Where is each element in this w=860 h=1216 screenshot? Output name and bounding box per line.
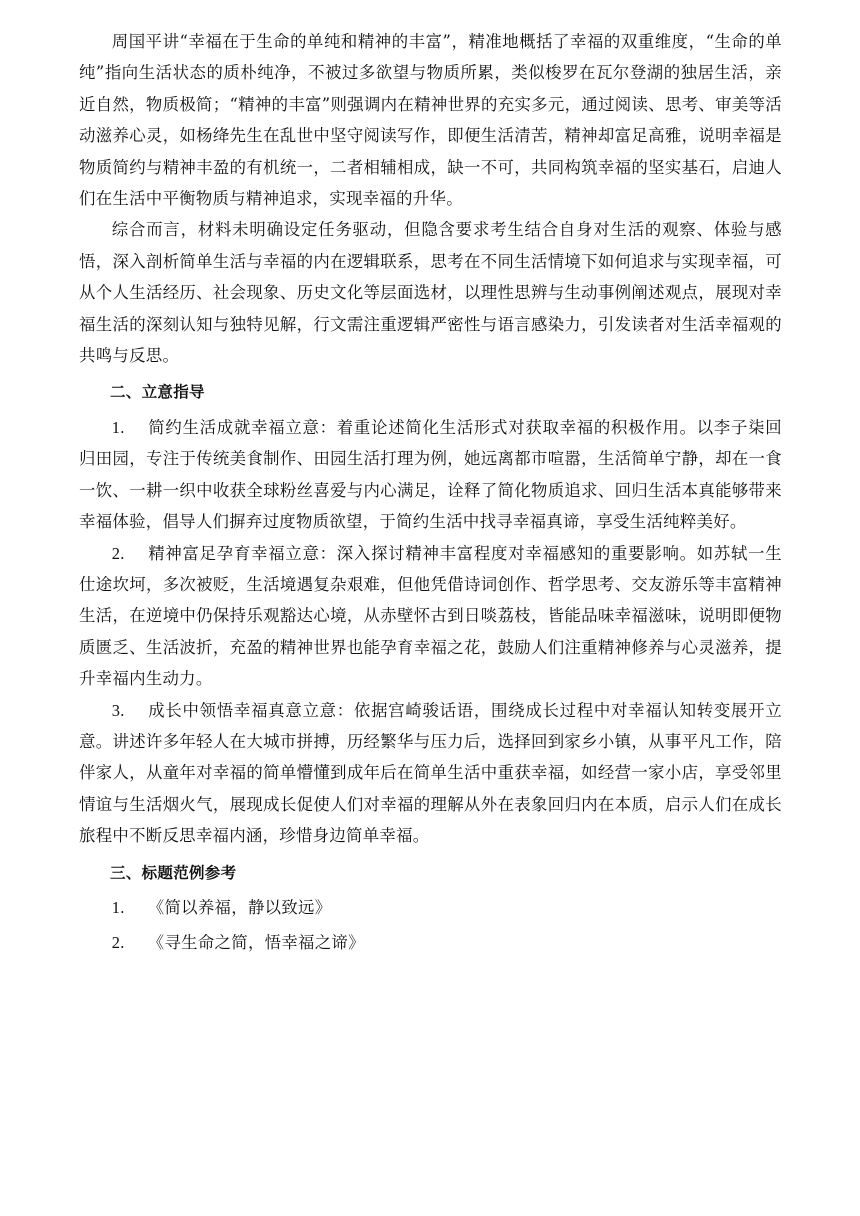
document-page	[79, 26, 782, 963]
title-example-text: 《寻生命之简，悟幸福之谛》	[147, 933, 365, 953]
body-paragraph: 周国平讲“幸福在于生命的单纯和精神的丰富”，精准地概括了幸福的双重维度，“生命的单纯”指向生活状态的质朴纯净，不被过多欲望与物质所累，类似梭罗在瓦尔登湖的独居生活，亲近自然，物质极简；“精神的丰富”则强调内在精神世界的充实多元，通过阅读、思考、审美等活动滋养心灵，如杨绛先生在乱世中坚守阅读写作，即便生活清苦，精神却富足高雅，说明幸福是物质简约与精神丰盈的有机统一，二者相辅相成，缺一不可，共同构筑幸福的坚实基石，启迪人们在生活中平衡物质与精神追求，实现幸福的升华。	[79, 32, 782, 209]
list-item	[79, 695, 782, 852]
list-item-text: 精神富足孕育幸福立意：深入探讨精神丰富程度对幸福感知的重要影响。如苏轼一生仕途坎坷，多次被贬，生活境遇复杂艰难，但他凭借诗词创作、哲学思考、交友游乐等丰富精神生活，在逆境中仍保持乐观豁达心境，从赤壁怀古到日啖荔枝，皆能品味幸福滋味，说明即便物质匮乏、生活波折，充盈的精神世界也能孕育幸福之花，鼓励人们注重精神修养与心灵滋养，提升幸福内生动力。	[79, 543, 782, 689]
list-item-text: 成长中领悟幸福真意立意：依据宫崎骏话语，围绕成长过程中对幸福认知转变展开立意。讲述许多年轻人在大城市拼搏，历经繁华与压力后，选择回到家乡小镇，从事平凡工作，陪伴家人，从童年对幸福的简单懵懂到成年后在简单生活中重获幸福，如经营一家小店，享受邻里情谊与生活烟火气，展现成长促使人们对幸福的理解从外在表象回归内在本质，启示人们在成长旅程中不断反思幸福内涵，珍惜身边简单幸福。	[79, 700, 782, 846]
list-number: 3.	[111, 700, 125, 720]
title-example	[79, 927, 782, 962]
list-number: 2.	[111, 543, 125, 563]
section-heading: 二、立意指导	[110, 383, 205, 402]
body-paragraph: 综合而言，材料未明确设定任务驱动，但隐含要求考生结合自身对生活的观察、体验与感悟，深入剖析简单生活与幸福的内在逻辑联系，思考在不同生活情境下如何追求与实现幸福，可从个人生活经历、社会现象、历史文化等层面选材，以理性思辨与生动事例阐述观点，展现对幸福生活的深刻认知与独特见解，行文需注重逻辑严密性与语言感染力，引发读者对生活幸福观的共鸣与反思。	[79, 220, 782, 366]
title-example	[79, 892, 782, 927]
list-item	[79, 538, 782, 695]
list-number: 2.	[111, 933, 125, 953]
title-example-text: 《简以养福，静以致远》	[147, 897, 332, 917]
list-number: 1.	[111, 897, 125, 917]
list-number: 1.	[111, 417, 125, 437]
list-item	[79, 412, 782, 538]
list-item-text: 简约生活成就幸福立意：着重论述简化生活形式对获取幸福的积极作用。以李子柒回归田园，专注于传统美食制作、田园生活打理为例，她远离都市喧嚣，生活简单宁静，却在一食一饮、一耕一织中收获全球粉丝喜爱与内心满足，诠释了简化物质追求、回归生活本真能够带来幸福体验，倡导人们摒弃过度物质欲望，于简约生活中找寻幸福真谛，享受生活纯粹美好。	[79, 417, 782, 532]
section-heading: 三、标题范例参考	[110, 863, 237, 882]
